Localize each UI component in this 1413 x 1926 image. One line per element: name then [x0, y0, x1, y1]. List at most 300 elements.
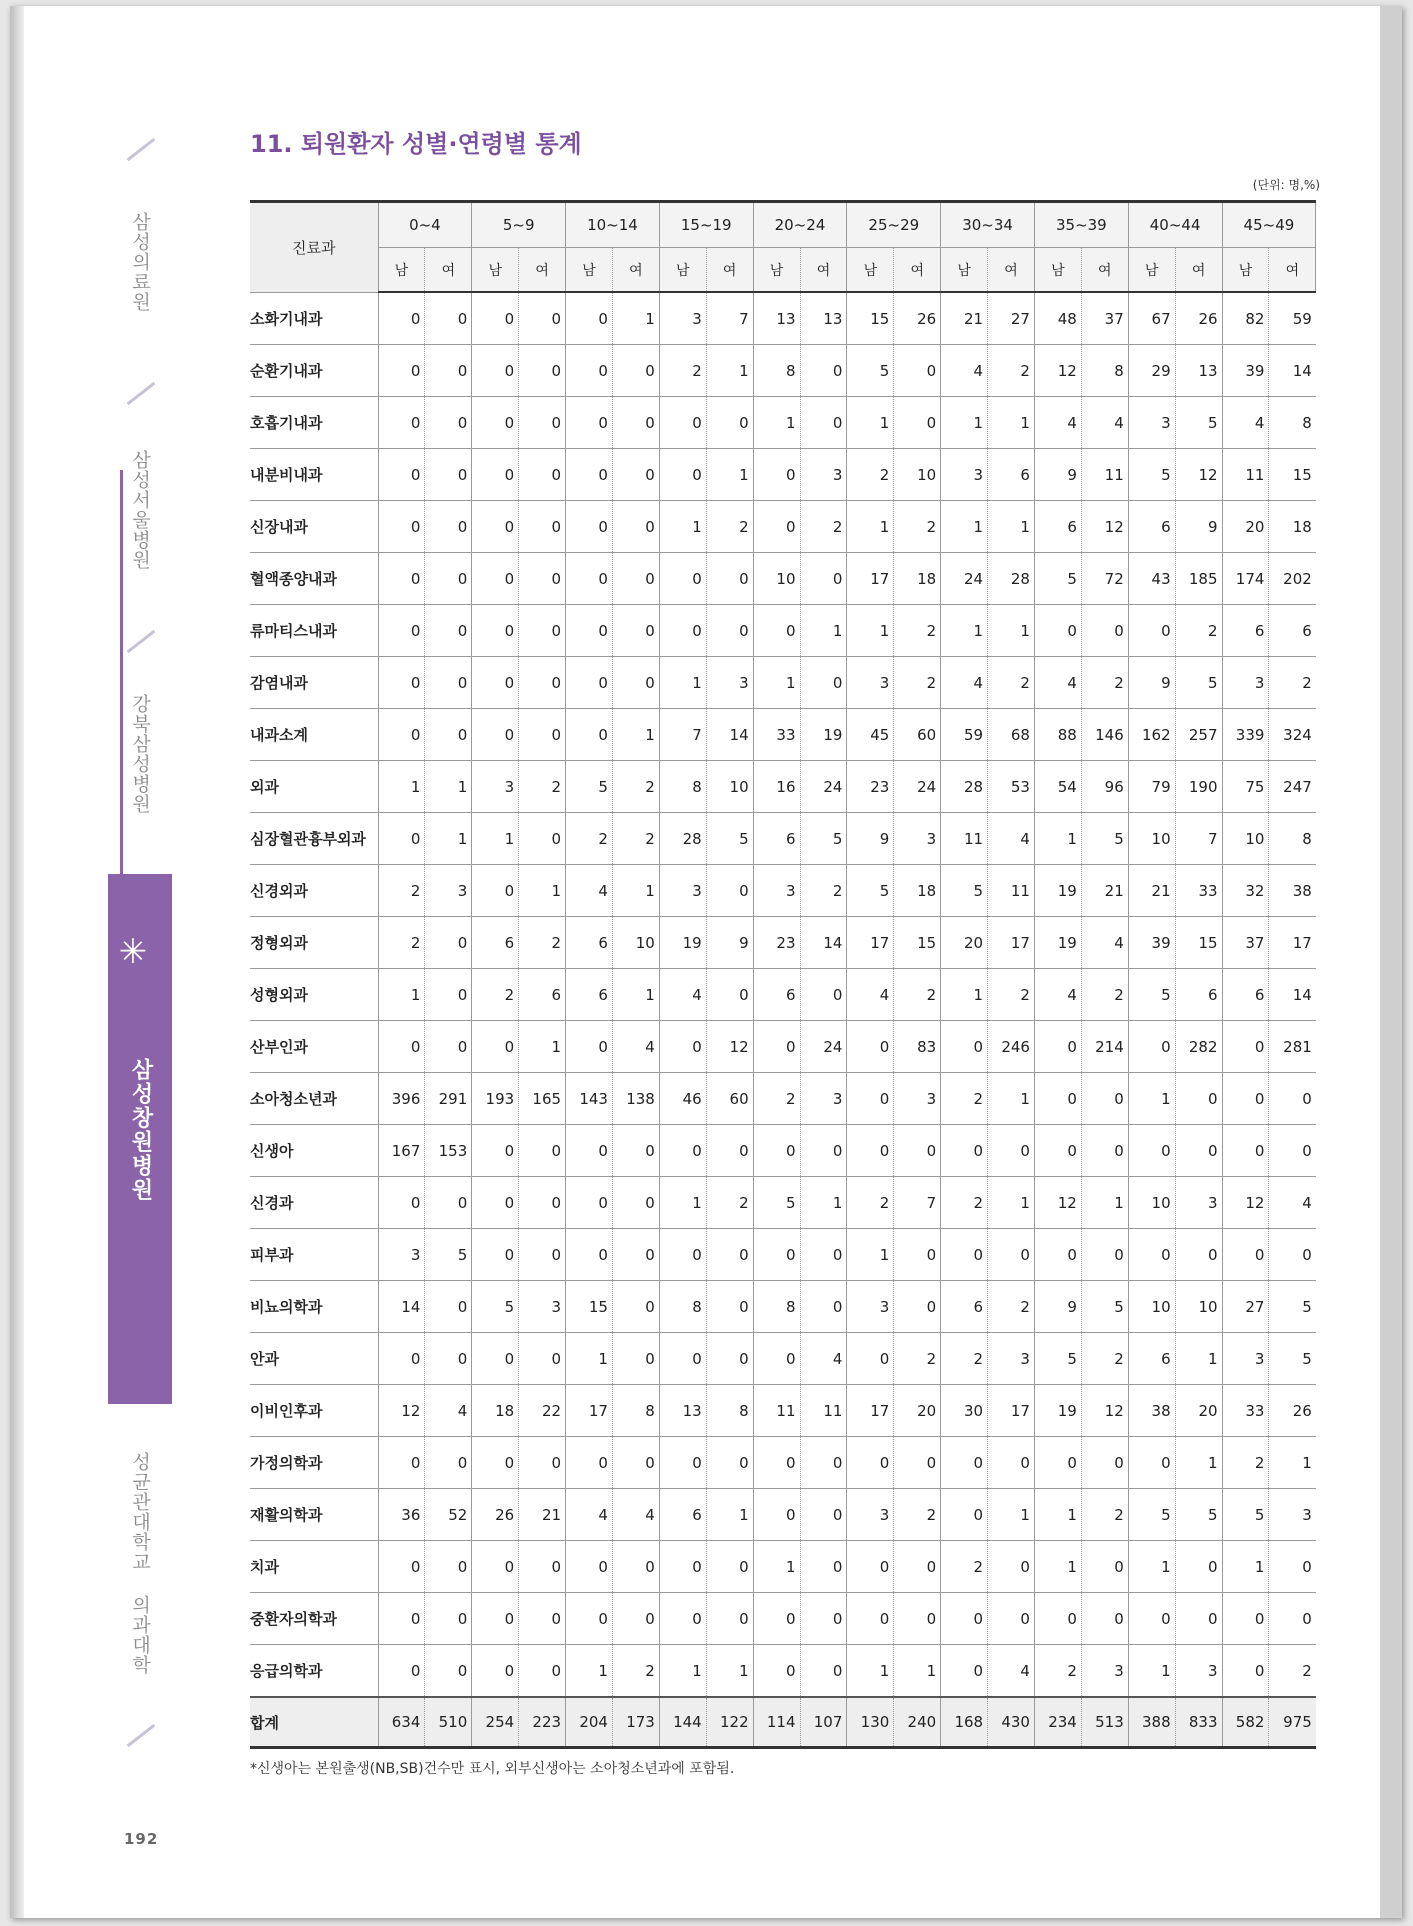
female-count-cell: 0 [800, 1541, 847, 1593]
male-count-cell: 10 [1128, 813, 1175, 865]
male-count-cell: 1 [1222, 1541, 1269, 1593]
female-count-cell: 0 [519, 605, 566, 657]
male-count-cell: 0 [1034, 605, 1081, 657]
female-count-cell: 0 [1081, 1229, 1128, 1281]
female-count-cell: 0 [425, 605, 472, 657]
female-count-cell: 26 [894, 292, 941, 345]
female-count-cell: 0 [612, 1333, 659, 1385]
female-count-cell: 223 [519, 1697, 566, 1748]
female-count-cell: 2 [894, 1333, 941, 1385]
male-count-cell: 130 [847, 1697, 894, 1748]
female-count-cell: 2 [894, 501, 941, 553]
female-count-cell: 0 [1269, 1125, 1316, 1177]
dept-cell: 합계 [250, 1697, 378, 1748]
female-count-cell: 0 [425, 501, 472, 553]
male-count-cell: 38 [1128, 1385, 1175, 1437]
sidebar-item-kangbuk-samsung[interactable]: 강북삼성병원 [129, 694, 151, 814]
female-count-cell: 0 [1081, 1541, 1128, 1593]
female-count-cell: 7 [706, 292, 753, 345]
male-count-cell: 0 [659, 605, 706, 657]
male-count-cell: 0 [378, 1021, 425, 1073]
table-row [250, 501, 1316, 553]
male-count-cell: 0 [378, 345, 425, 397]
female-count-cell: 2 [612, 1645, 659, 1698]
dept-cell: 신경과 [250, 1177, 378, 1229]
male-count-cell: 1 [753, 657, 800, 709]
female-count-cell: 0 [612, 657, 659, 709]
female-count-cell: 975 [1269, 1697, 1316, 1748]
sidebar-item-samsung-seoul[interactable]: 삼성서울병원 [129, 450, 151, 570]
female-count-cell: 8 [1269, 813, 1316, 865]
female-count-cell: 2 [800, 865, 847, 917]
male-count-cell: 11 [1222, 449, 1269, 501]
female-count-cell: 0 [1081, 605, 1128, 657]
female-count-cell: 3 [894, 813, 941, 865]
male-count-cell: 1 [472, 813, 519, 865]
female-count-cell: 4 [1081, 917, 1128, 969]
dept-cell: 산부인과 [250, 1021, 378, 1073]
female-count-cell: 0 [425, 1437, 472, 1489]
female-count-cell: 1 [612, 969, 659, 1021]
dept-cell: 응급의학과 [250, 1645, 378, 1698]
male-count-cell: 0 [753, 1489, 800, 1541]
female-count-cell: 0 [612, 1125, 659, 1177]
dept-cell: 내과소계 [250, 709, 378, 761]
female-header: 여 [706, 248, 753, 293]
male-count-cell: 0 [472, 1229, 519, 1281]
female-count-cell: 2 [894, 657, 941, 709]
male-count-cell: 0 [1222, 1021, 1269, 1073]
male-count-cell: 0 [847, 1333, 894, 1385]
male-count-cell: 3 [753, 865, 800, 917]
male-count-cell: 0 [753, 1333, 800, 1385]
male-count-cell: 0 [753, 1437, 800, 1489]
sidebar-item-skku-medicine[interactable]: 성균관대학교 의과대학 [129, 1452, 151, 1675]
male-count-cell: 0 [1222, 1645, 1269, 1698]
female-count-cell: 2 [519, 761, 566, 813]
female-count-cell: 0 [706, 1333, 753, 1385]
female-count-cell: 3 [1175, 1177, 1222, 1229]
male-count-cell: 0 [1034, 1229, 1081, 1281]
female-count-cell: 0 [1175, 1125, 1222, 1177]
table-row [250, 1541, 1316, 1593]
female-count-cell: 0 [894, 397, 941, 449]
male-count-cell: 0 [566, 449, 613, 501]
table-row [250, 969, 1316, 1021]
table-row [250, 1073, 1316, 1125]
female-count-cell: 0 [706, 1437, 753, 1489]
male-count-cell: 144 [659, 1697, 706, 1748]
dept-cell: 안과 [250, 1333, 378, 1385]
female-count-cell: 20 [1175, 1385, 1222, 1437]
female-count-cell: 2 [1081, 1333, 1128, 1385]
male-count-cell: 1 [847, 1229, 894, 1281]
male-count-cell: 0 [472, 449, 519, 501]
male-count-cell: 0 [378, 709, 425, 761]
female-count-cell: 0 [519, 345, 566, 397]
male-count-cell: 143 [566, 1073, 613, 1125]
male-count-cell: 1 [659, 1645, 706, 1698]
female-count-cell: 0 [1081, 1437, 1128, 1489]
female-count-cell: 1 [612, 292, 659, 345]
female-count-cell: 1 [988, 397, 1035, 449]
dept-cell: 신경외과 [250, 865, 378, 917]
female-count-cell: 0 [800, 1593, 847, 1645]
table-row [250, 605, 1316, 657]
female-count-cell: 0 [1269, 1593, 1316, 1645]
female-count-cell: 257 [1175, 709, 1222, 761]
female-count-cell: 153 [425, 1125, 472, 1177]
female-count-cell: 0 [1175, 1541, 1222, 1593]
male-count-cell: 0 [1128, 1593, 1175, 1645]
male-count-cell: 396 [378, 1073, 425, 1125]
male-count-cell: 21 [941, 292, 988, 345]
male-count-cell: 0 [378, 1541, 425, 1593]
male-count-cell: 0 [378, 501, 425, 553]
male-count-cell: 59 [941, 709, 988, 761]
male-count-cell: 5 [1034, 1333, 1081, 1385]
male-count-cell: 1 [753, 1541, 800, 1593]
male-count-cell: 5 [753, 1177, 800, 1229]
male-count-cell: 0 [1222, 1593, 1269, 1645]
male-count-cell: 9 [847, 813, 894, 865]
male-count-cell: 17 [847, 1385, 894, 1437]
male-count-cell: 67 [1128, 292, 1175, 345]
male-count-cell: 2 [941, 1073, 988, 1125]
female-count-cell: 2 [894, 1489, 941, 1541]
male-count-cell: 54 [1034, 761, 1081, 813]
female-count-cell: 0 [1175, 1593, 1222, 1645]
female-count-cell: 0 [425, 969, 472, 1021]
male-count-cell: 0 [941, 1229, 988, 1281]
male-count-cell: 0 [753, 1021, 800, 1073]
female-count-cell: 2 [1081, 657, 1128, 709]
page-edge [10, 6, 24, 1918]
male-count-cell: 0 [472, 553, 519, 605]
male-count-cell: 10 [1128, 1177, 1175, 1229]
female-count-cell: 0 [519, 1593, 566, 1645]
dept-cell: 소아청소년과 [250, 1073, 378, 1125]
female-count-cell: 18 [1269, 501, 1316, 553]
page-number: 192 [124, 1830, 159, 1848]
male-count-cell: 3 [847, 1281, 894, 1333]
male-count-cell: 2 [378, 865, 425, 917]
male-count-cell: 2 [941, 1333, 988, 1385]
female-count-cell: 0 [706, 1541, 753, 1593]
male-count-cell: 0 [472, 1177, 519, 1229]
male-count-cell: 0 [1128, 605, 1175, 657]
male-header: 남 [378, 248, 425, 293]
male-count-cell: 6 [1128, 1333, 1175, 1385]
female-count-cell: 11 [988, 865, 1035, 917]
male-count-cell: 0 [753, 449, 800, 501]
female-count-cell: 0 [612, 1281, 659, 1333]
male-count-cell: 2 [378, 917, 425, 969]
male-count-cell: 1 [941, 397, 988, 449]
male-count-cell: 0 [378, 657, 425, 709]
female-count-cell: 3 [519, 1281, 566, 1333]
male-count-cell: 82 [1222, 292, 1269, 345]
male-count-cell: 4 [566, 1489, 613, 1541]
female-count-cell: 0 [519, 813, 566, 865]
female-count-cell: 60 [706, 1073, 753, 1125]
female-count-cell: 0 [706, 397, 753, 449]
female-count-cell: 246 [988, 1021, 1035, 1073]
female-header: 여 [1081, 248, 1128, 293]
female-count-cell: 185 [1175, 553, 1222, 605]
female-count-cell: 0 [425, 397, 472, 449]
male-count-cell: 11 [753, 1385, 800, 1437]
male-count-cell: 4 [1034, 969, 1081, 1021]
male-count-cell: 1 [847, 605, 894, 657]
female-count-cell: 0 [519, 292, 566, 345]
male-count-cell: 1 [378, 761, 425, 813]
male-count-cell: 24 [941, 553, 988, 605]
female-count-cell: 202 [1269, 553, 1316, 605]
dept-cell: 호흡기내과 [250, 397, 378, 449]
male-count-cell: 2 [847, 1177, 894, 1229]
dept-cell: 소화기내과 [250, 292, 378, 345]
male-count-cell: 21 [1128, 865, 1175, 917]
table-row [250, 1177, 1316, 1229]
dept-cell: 정형외과 [250, 917, 378, 969]
male-count-cell: 1 [1128, 1073, 1175, 1125]
male-count-cell: 5 [566, 761, 613, 813]
male-count-cell: 23 [753, 917, 800, 969]
male-count-cell: 0 [566, 397, 613, 449]
male-count-cell: 0 [472, 657, 519, 709]
male-count-cell: 0 [847, 1437, 894, 1489]
male-count-cell: 0 [659, 397, 706, 449]
male-count-cell: 0 [378, 1177, 425, 1229]
male-header: 남 [1034, 248, 1081, 293]
female-count-cell: 0 [612, 397, 659, 449]
male-count-cell: 0 [753, 605, 800, 657]
male-count-cell: 10 [1128, 1281, 1175, 1333]
male-header: 남 [659, 248, 706, 293]
female-count-cell: 0 [800, 345, 847, 397]
male-count-cell: 48 [1034, 292, 1081, 345]
male-count-cell: 5 [941, 865, 988, 917]
female-count-cell: 0 [894, 1437, 941, 1489]
female-count-cell: 0 [612, 1437, 659, 1489]
male-count-cell: 167 [378, 1125, 425, 1177]
male-count-cell: 0 [659, 1125, 706, 1177]
female-count-cell: 72 [1081, 553, 1128, 605]
male-count-cell: 0 [566, 345, 613, 397]
male-count-cell: 4 [1222, 397, 1269, 449]
male-count-cell: 0 [378, 1333, 425, 1385]
female-count-cell: 8 [1269, 397, 1316, 449]
age-group-header: 35~39 [1034, 202, 1128, 248]
male-count-cell: 6 [941, 1281, 988, 1333]
male-count-cell: 3 [1128, 397, 1175, 449]
male-count-cell: 0 [566, 553, 613, 605]
female-count-cell: 0 [800, 1489, 847, 1541]
male-count-cell: 2 [753, 1073, 800, 1125]
male-count-cell: 0 [659, 1229, 706, 1281]
age-group-header: 5~9 [472, 202, 566, 248]
male-count-cell: 1 [847, 397, 894, 449]
male-count-cell: 0 [472, 1541, 519, 1593]
male-count-cell: 8 [753, 1281, 800, 1333]
male-count-cell: 0 [472, 709, 519, 761]
female-count-cell: 1 [988, 501, 1035, 553]
female-count-cell: 0 [519, 397, 566, 449]
female-count-cell: 4 [1081, 397, 1128, 449]
female-count-cell: 0 [706, 1229, 753, 1281]
female-count-cell: 3 [1269, 1489, 1316, 1541]
male-count-cell: 11 [941, 813, 988, 865]
male-count-cell: 3 [847, 657, 894, 709]
female-count-cell: 5 [800, 813, 847, 865]
female-count-cell: 0 [706, 553, 753, 605]
male-count-cell: 3 [472, 761, 519, 813]
female-count-cell: 60 [894, 709, 941, 761]
male-count-cell: 0 [753, 501, 800, 553]
male-count-cell: 4 [941, 657, 988, 709]
female-count-cell: 0 [612, 449, 659, 501]
female-count-cell: 14 [800, 917, 847, 969]
dept-cell: 신장내과 [250, 501, 378, 553]
female-count-cell: 2 [612, 761, 659, 813]
male-header: 남 [1128, 248, 1175, 293]
male-count-cell: 0 [566, 1437, 613, 1489]
dept-cell: 신생아 [250, 1125, 378, 1177]
female-count-cell: 19 [800, 709, 847, 761]
male-count-cell: 0 [1128, 1229, 1175, 1281]
male-count-cell: 1 [566, 1333, 613, 1385]
female-count-cell: 2 [1175, 605, 1222, 657]
female-count-cell: 17 [988, 1385, 1035, 1437]
female-count-cell: 2 [706, 501, 753, 553]
female-count-cell: 0 [612, 605, 659, 657]
female-count-cell: 0 [519, 1645, 566, 1698]
age-group-header: 10~14 [566, 202, 660, 248]
male-count-cell: 28 [659, 813, 706, 865]
male-count-cell: 204 [566, 1697, 613, 1748]
male-count-cell: 15 [566, 1281, 613, 1333]
male-count-cell: 1 [1034, 813, 1081, 865]
male-count-cell: 0 [378, 449, 425, 501]
male-count-cell: 6 [1034, 501, 1081, 553]
female-count-cell: 0 [800, 1229, 847, 1281]
female-count-cell: 15 [1269, 449, 1316, 501]
female-count-cell: 513 [1081, 1697, 1128, 1748]
sidebar-item-samsung-medical[interactable]: 삼성의료원 [129, 212, 151, 312]
female-count-cell: 0 [706, 1281, 753, 1333]
female-count-cell: 0 [800, 1437, 847, 1489]
female-count-cell: 0 [800, 969, 847, 1021]
male-count-cell: 10 [753, 553, 800, 605]
female-count-cell: 5 [1175, 1489, 1222, 1541]
female-count-cell: 2 [988, 345, 1035, 397]
female-count-cell: 24 [894, 761, 941, 813]
age-group-header: 0~4 [378, 202, 472, 248]
female-count-cell: 281 [1269, 1021, 1316, 1073]
female-count-cell: 2 [1269, 1645, 1316, 1698]
female-count-cell: 0 [706, 1593, 753, 1645]
female-count-cell: 0 [612, 553, 659, 605]
female-count-cell: 52 [425, 1489, 472, 1541]
male-header: 남 [566, 248, 613, 293]
table-row [250, 1593, 1316, 1645]
male-count-cell: 4 [1034, 397, 1081, 449]
male-count-cell: 19 [659, 917, 706, 969]
female-header: 여 [800, 248, 847, 293]
table-row [250, 1489, 1316, 1541]
female-count-cell: 0 [1269, 1541, 1316, 1593]
discharge-stats-table [250, 200, 1316, 1749]
male-header: 남 [472, 248, 519, 293]
male-count-cell: 0 [1128, 1021, 1175, 1073]
male-count-cell: 0 [1034, 1021, 1081, 1073]
male-count-cell: 20 [941, 917, 988, 969]
female-count-cell: 14 [706, 709, 753, 761]
female-count-cell: 3 [1175, 1645, 1222, 1698]
female-count-cell: 1 [988, 1489, 1035, 1541]
female-count-cell: 0 [519, 553, 566, 605]
male-count-cell: 0 [566, 709, 613, 761]
female-count-cell: 1 [1269, 1437, 1316, 1489]
female-count-cell: 282 [1175, 1021, 1222, 1073]
female-count-cell: 24 [800, 761, 847, 813]
male-count-cell: 1 [941, 605, 988, 657]
dept-cell: 치과 [250, 1541, 378, 1593]
female-count-cell: 0 [519, 657, 566, 709]
male-count-cell: 1 [1128, 1645, 1175, 1698]
female-count-cell: 0 [894, 1593, 941, 1645]
female-count-cell: 11 [800, 1385, 847, 1437]
male-count-cell: 13 [659, 1385, 706, 1437]
female-count-cell: 4 [1269, 1177, 1316, 1229]
dept-cell: 감염내과 [250, 657, 378, 709]
male-count-cell: 6 [566, 917, 613, 969]
male-count-cell: 339 [1222, 709, 1269, 761]
female-count-cell: 3 [800, 449, 847, 501]
female-count-cell: 4 [800, 1333, 847, 1385]
female-count-cell: 1 [800, 605, 847, 657]
male-count-cell: 0 [847, 1021, 894, 1073]
female-count-cell: 0 [706, 1125, 753, 1177]
male-count-cell: 6 [1222, 969, 1269, 1021]
sidebar-item-samsung-changwon[interactable]: 삼성창원병원 [128, 1058, 153, 1202]
female-count-cell: 2 [1081, 1489, 1128, 1541]
female-count-cell: 173 [612, 1697, 659, 1748]
male-count-cell: 10 [1222, 813, 1269, 865]
age-group-header: 20~24 [753, 202, 847, 248]
female-count-cell: 7 [894, 1177, 941, 1229]
female-count-cell: 2 [706, 1177, 753, 1229]
male-count-cell: 6 [1222, 605, 1269, 657]
male-count-cell: 0 [566, 1541, 613, 1593]
male-count-cell: 8 [753, 345, 800, 397]
female-count-cell: 1 [706, 345, 753, 397]
female-header: 여 [425, 248, 472, 293]
female-count-cell: 0 [894, 1229, 941, 1281]
female-count-cell: 17 [988, 917, 1035, 969]
female-count-cell: 11 [1081, 449, 1128, 501]
female-count-cell: 1 [519, 865, 566, 917]
female-count-cell: 3 [988, 1333, 1035, 1385]
dept-cell: 순환기내과 [250, 345, 378, 397]
male-count-cell: 2 [566, 813, 613, 865]
table-row [250, 397, 1316, 449]
female-count-cell: 0 [800, 1645, 847, 1698]
male-count-cell: 3 [659, 865, 706, 917]
female-count-cell: 4 [425, 1385, 472, 1437]
table-row [250, 1385, 1316, 1437]
